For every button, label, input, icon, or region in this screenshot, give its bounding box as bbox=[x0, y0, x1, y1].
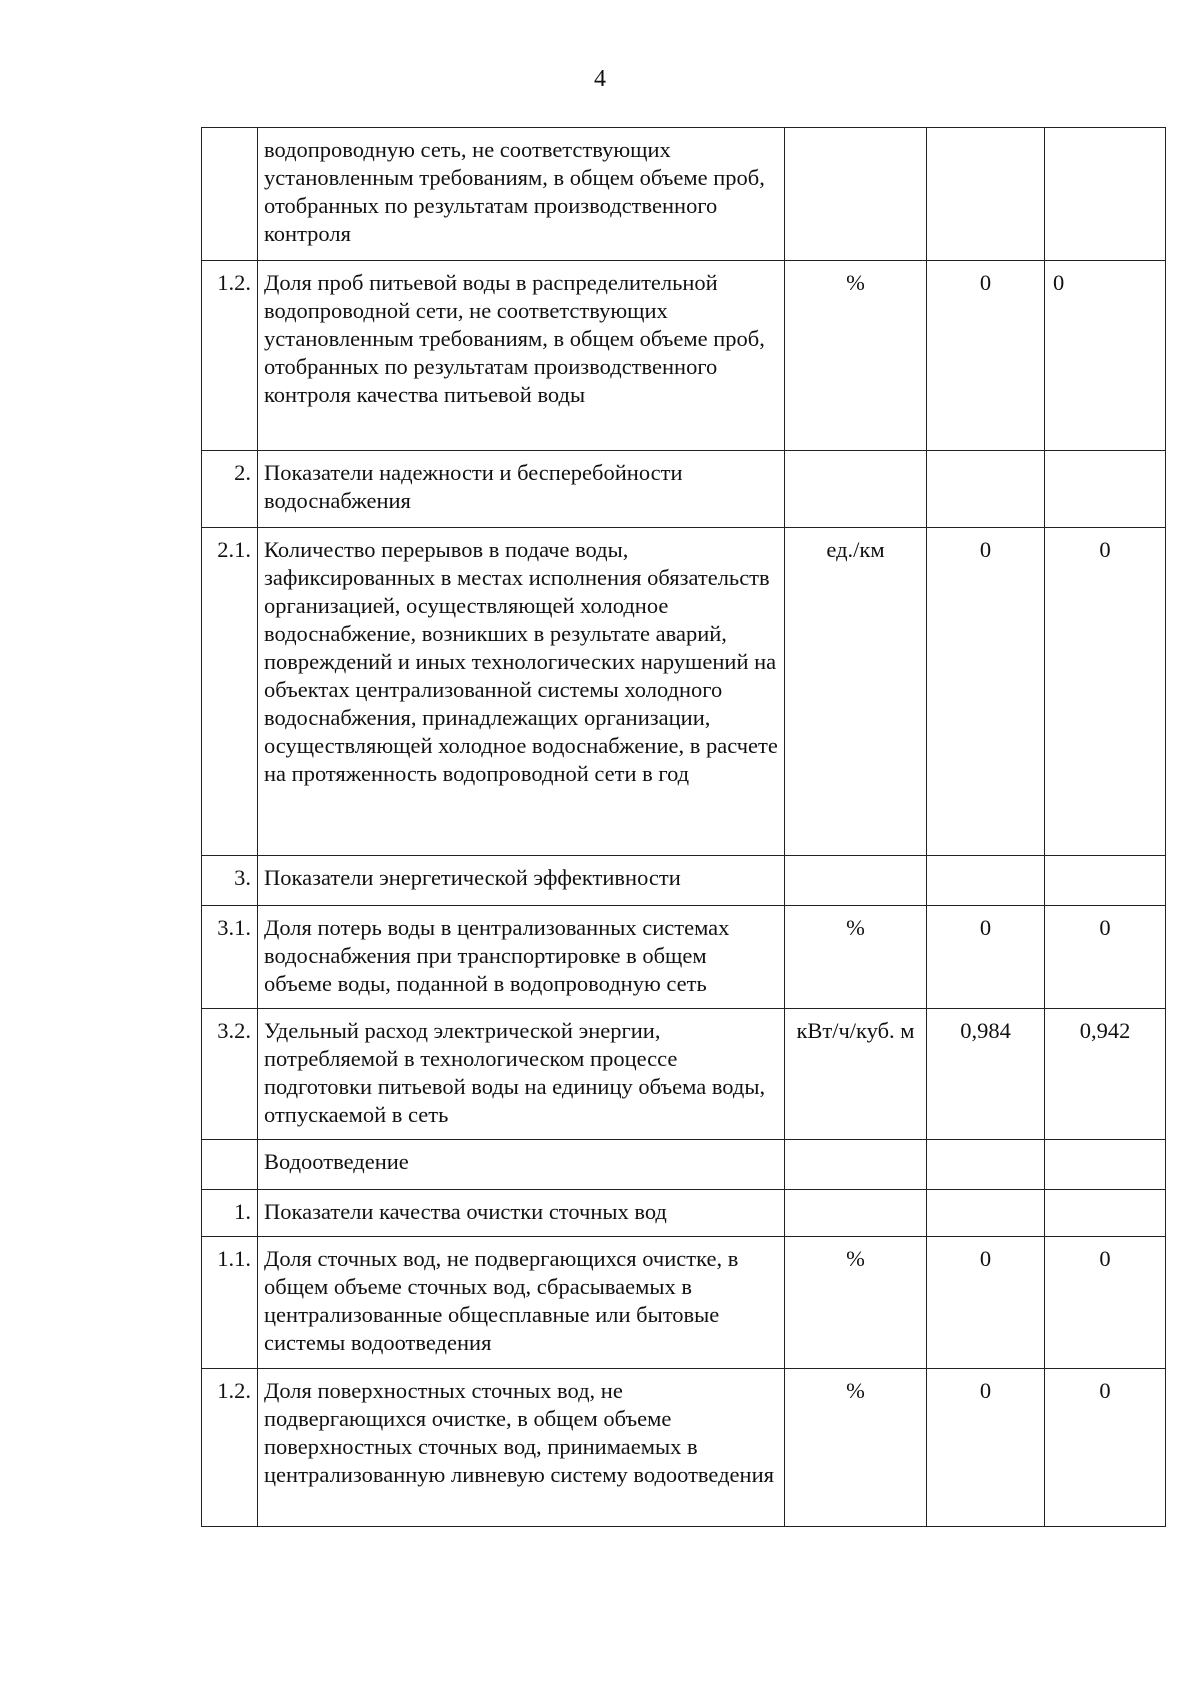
table-row bbox=[202, 856, 1166, 906]
table-row bbox=[202, 451, 1166, 528]
unit-cell: % bbox=[785, 1237, 927, 1369]
value-cell-2: 0 bbox=[1045, 906, 1166, 1009]
unit-cell: кВт/ч/куб. м bbox=[785, 1009, 927, 1140]
value-cell-2 bbox=[1045, 856, 1166, 906]
value-cell-2: 0 bbox=[1045, 1369, 1166, 1527]
value-cell-1 bbox=[927, 856, 1045, 906]
value-cell-1: 0 bbox=[927, 1237, 1045, 1369]
table-row bbox=[202, 1009, 1166, 1140]
table-row bbox=[202, 1140, 1166, 1190]
row-number: 1.2. bbox=[202, 261, 258, 451]
indicator-description: Доля поверхностных сточных вод, не подвергающихся очистке, в общем объеме поверхностных сточных вод, принимаемых в централизованную ливневую систему водоотведения bbox=[258, 1369, 785, 1527]
row-number: 2. bbox=[202, 451, 258, 528]
unit-cell bbox=[785, 1190, 927, 1237]
unit-cell bbox=[785, 451, 927, 528]
unit-cell bbox=[785, 1140, 927, 1190]
unit-cell: ед./км bbox=[785, 528, 927, 856]
indicator-description: Количество перерывов в подаче воды, зафиксированных в местах исполнения обязательств организацией, осуществляющей холодное водоснабжение, возникших в результате аварий, повреждений и иных технологических нарушений на объектах централизованной системы холодного водоснабжения, принадлежащих организации, осуществляющей холодное водоснабжение, в расчете на протяженность водопроводной сети в год bbox=[258, 528, 785, 856]
row-number bbox=[202, 1140, 258, 1190]
indicator-description: Доля проб питьевой воды в распределительной водопроводной сети, не соответствующих установленным требованиям, в общем объеме проб, отобранных по результатам производственного контроля качества питьевой воды bbox=[258, 261, 785, 451]
table-row bbox=[202, 1190, 1166, 1237]
value-cell-1 bbox=[927, 128, 1045, 261]
value-cell-1 bbox=[927, 1140, 1045, 1190]
page-number: 4 bbox=[594, 66, 606, 92]
value-cell-2 bbox=[1045, 128, 1166, 261]
value-cell-1: 0 bbox=[927, 528, 1045, 856]
value-cell-2 bbox=[1045, 1140, 1166, 1190]
row-number bbox=[202, 128, 258, 261]
table-row bbox=[202, 1369, 1166, 1527]
value-cell-2: 0 bbox=[1045, 1237, 1166, 1369]
row-number: 3.2. bbox=[202, 1009, 258, 1140]
indicator-description: Удельный расход электрической энергии, потребляемой в технологическом процессе подготовки питьевой воды на единицу объема воды, отпускаемой в сеть bbox=[258, 1009, 785, 1140]
indicator-description: Доля сточных вод, не подвергающихся очистке, в общем объеме сточных вод, сбрасываемых в централизованные общесплавные или бытовые системы водоотведения bbox=[258, 1237, 785, 1369]
indicator-description: Показатели надежности и бесперебойности водоснабжения bbox=[258, 451, 785, 528]
table-row bbox=[202, 906, 1166, 1009]
table-row bbox=[202, 128, 1166, 261]
row-number: 3. bbox=[202, 856, 258, 906]
unit-cell: % bbox=[785, 261, 927, 451]
indicator-description: Показатели качества очистки сточных вод bbox=[258, 1190, 785, 1237]
row-number: 1. bbox=[202, 1190, 258, 1237]
unit-cell: % bbox=[785, 1369, 927, 1527]
value-cell-2: 0 bbox=[1045, 261, 1166, 451]
indicator-description: Доля потерь воды в централизованных системах водоснабжения при транспортировке в общем объеме воды, поданной в водопроводную сеть bbox=[258, 906, 785, 1009]
indicator-description: водопроводную сеть, не соответствующих установленным требованиям, в общем объеме проб, отобранных по результатам производственного контроля bbox=[258, 128, 785, 261]
indicators-table bbox=[201, 127, 1166, 1527]
row-number: 3.1. bbox=[202, 906, 258, 1009]
row-number: 1.1. bbox=[202, 1237, 258, 1369]
value-cell-1 bbox=[927, 1190, 1045, 1237]
unit-cell: % bbox=[785, 906, 927, 1009]
unit-cell bbox=[785, 128, 927, 261]
table-row bbox=[202, 1237, 1166, 1369]
value-cell-2: 0 bbox=[1045, 528, 1166, 856]
value-cell-1: 0 bbox=[927, 906, 1045, 1009]
table-row bbox=[202, 261, 1166, 451]
value-cell-2: 0,942 bbox=[1045, 1009, 1166, 1140]
value-cell-1 bbox=[927, 451, 1045, 528]
row-number: 1.2. bbox=[202, 1369, 258, 1527]
value-cell-1: 0,984 bbox=[927, 1009, 1045, 1140]
value-cell-1: 0 bbox=[927, 261, 1045, 451]
value-cell-1: 0 bbox=[927, 1369, 1045, 1527]
value-cell-2 bbox=[1045, 451, 1166, 528]
table-row bbox=[202, 528, 1166, 856]
section-heading: Водоотведение bbox=[258, 1140, 785, 1190]
value-cell-2 bbox=[1045, 1190, 1166, 1237]
indicator-description: Показатели энергетической эффективности bbox=[258, 856, 785, 906]
row-number: 2.1. bbox=[202, 528, 258, 856]
unit-cell bbox=[785, 856, 927, 906]
